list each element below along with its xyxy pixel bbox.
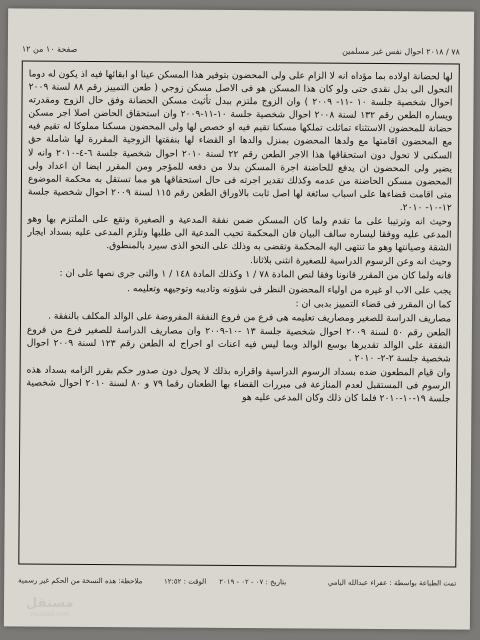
page-number: صفحة ١٠ من ١٢ (21, 44, 78, 54)
page-header (22, 44, 460, 61)
print-time: الوقت : ١٢:٥٢ (163, 577, 207, 586)
paragraph: فانه ولما كان من المقرر قانونا وفقا لنص المادة ٧٨ / ١ وكذلك المادة ١٤٨ / ١ والتى جرى نصها على ان : (59, 268, 452, 282)
page-footer (18, 576, 456, 591)
paragraph: يجب على الاب او غيره من اولياء المحضون النظر فى شؤونه وتاديبه وتوجيهه وتعليمه . (127, 282, 452, 296)
judgment-text-frame (18, 60, 460, 567)
watermark-text: مستقل (26, 596, 74, 611)
paragraph: وحيث انه وترتيبا على ما تقدم ولما كان المسكن ضمن نفقة المدعية و الصغيرة وتقع على الملتزم بها وهو المدعى عليه ووفقا ليساره سالف البيان فان المحكمة تجيب المدعية الى طلبها وتلزم المدعى عليه بسداد ايجار الشقة وصيانتها وهو ما تنتهى اليه المحكمة وتقضى به وذلك على النحو الذى سيرد بالمنطوق. (27, 213, 452, 254)
unofficial-note: ملاحظة: هذه النسخة من الحكم غير رسمية (18, 576, 143, 586)
watermark-logo (26, 596, 74, 618)
paragraph: كما ان المقرر فى قضاء التمييز بدبى ان : (295, 297, 452, 311)
document-page (4, 8, 474, 629)
judgment-body (25, 68, 452, 563)
printed-by: تمت الطباعة بواسطة : عفراء عبدالله اليامي (327, 578, 457, 588)
case-reference: ٧٨ / ٢٠١٨ احوال نفس غير مسلمين (342, 46, 460, 57)
print-date: بتاريخ : ٠٧ - ٠٢ - ٢٠١٩ (219, 577, 287, 587)
paragraph: وان قيام المطعون ضده بسداد الرسوم الدراسية واقراره بذلك لا يحول دون صدور حكم بقرر الزامه بسداد هذه الرسوم فى المستقبل لعدم المنازعة فى مبررات القضاء بها الطعنان رقما ٧٩ و ٨٠ لسنة ٢٠١٠ احوال شخصية جلسة ١٩-١٠-٢٠١٠ فلما كان ذلك وكان المدعى عليه هو (26, 364, 451, 405)
watermark-url: mostaql.com (30, 611, 70, 618)
paragraph: وحيث انه وعن الرسوم الدراسية للصغيرة انثنى بلاثانا. (250, 255, 452, 268)
paragraph: لها لحضانة اولاده بما مؤداه انه لا الزام على ولى المحضون بتوفير هذا المسكن عينا او ابقائها فيه اذ يكون له دوما التحول الى بدل نقدى حتى ولو كان هذا المسكن هو فى الاصل مسكن زوجي ( طعن التمييز رقم ٨٨ لسنة ٢٠٠٩ احوال شخصية جلسة ١٠ -١١- ٢٠٠٩ ) وان الزوج ملتزم ببدل تأثيث مسكن الحضانة وفق حال الزوج ومقدرته ويساره الطعن رقم ١٣٢ لسنة ٢٠٠٨ احوال شخصية جلسة ١٠-١١-٢٠٠٩ وان استحقاق الحاضن اصلا اجر مسكن حضانة للمحضون الاستثناء تماثلت تملكها مسكنا تقيم فيه او خصص لها ولى المحضون مسكنا مملوكا له تقيم فيه مع المحضون اقامتها مع ولدها المحضون بمنزل والدها او القضاء لها بنفقتها الزوجية المقررة لها شاملة حق السكنى لا تحول دون استحقاقها هذا الاجر الطعن رقم ٢٢ لسنة ٢٠١٠ احوال شخصية جلسة ٦-٤-٢٠١٠ وانه لا يضير ولى المحضون ان يدفع للحاضنة اجرة المسكن بدلا من دفعه للمؤجر ومن المقرر ايضا ان اعداد ولى المحضون مسكن الحاضنة من عدمه وكذلك تقدير اجرته فى حال استحقاقها هو مما تستقل به محكمة الموضوع متى اقامت قضاءها على اسباب سائغة لها اصل ثابت بالاوراق الطعن رقم ١١٥ لسنة ٢٠٠٩ احوال شخصية جلسة ١٢-١٠- ٢٠١٠. (27, 68, 453, 214)
paragraph: مصاريف الدراسة للصغير ومصاريف تعليمه هى فرع من فروع النفقة المفروضة على الوالد المكلف بالنفقة . (47, 310, 452, 325)
paragraph: الطعن رقم ٥٠ لسنة ٢٠٠٩ احوال شخصية جلسة ١٣ -١٠-٢٠٠٩ وان مصاريف الدراسة للصغير فرع من فروع النفقة على الوالد تقديرها بوسع الوالد وبما ليس فيه اعنات او احراج له الطعن رقم ١٢٣ لسنة ٢٠٠٩ احوال شخصية جلسة ٢-٢- ٢٠١٠ . (26, 324, 451, 365)
